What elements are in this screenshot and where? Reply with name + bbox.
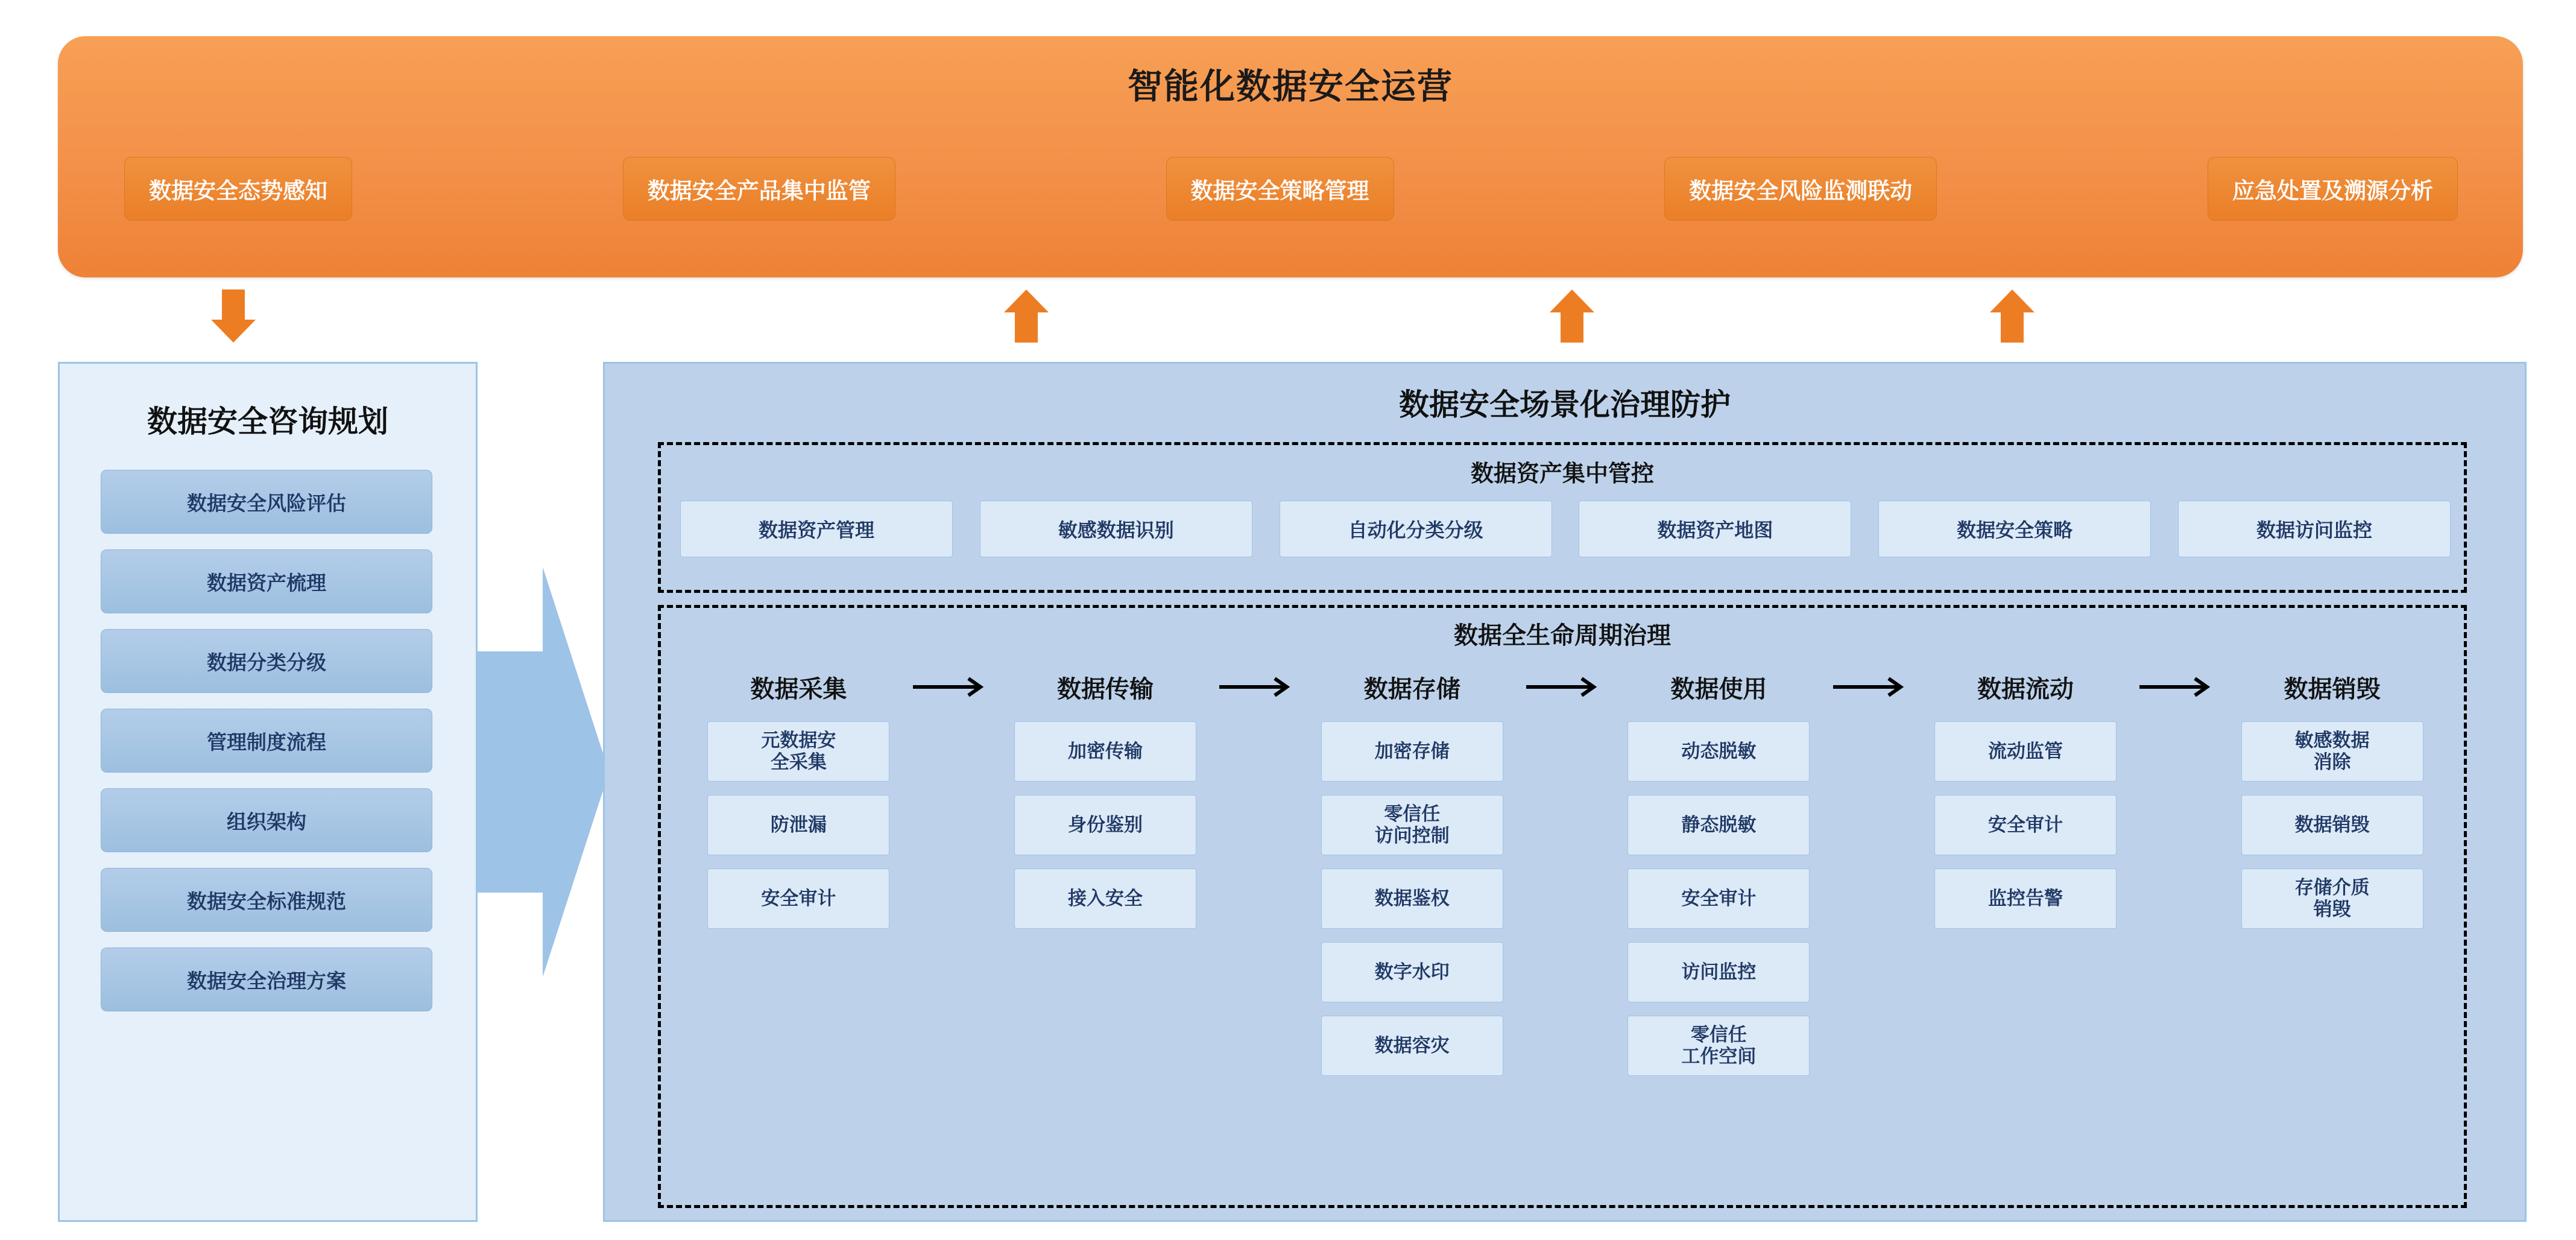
right-arrow-icon-2 xyxy=(1526,666,1605,708)
right-arrow-icon-3 xyxy=(1833,666,1912,708)
big-right-arrow-icon xyxy=(476,543,609,1001)
lifecycle-cell-3-4[interactable]: 零信任 工作空间 xyxy=(1627,1016,1810,1076)
up-arrow-icon-1 xyxy=(1004,289,1049,343)
lifecycle-stage-label-5: 数据销毁 xyxy=(2284,675,2381,703)
lifecycle-stage-label-3: 数据使用 xyxy=(1670,675,1767,703)
lifecycle-cell-5-2[interactable]: 存储介质 销毁 xyxy=(2241,868,2423,929)
lifecycle-cell-4-0[interactable]: 流动监管 xyxy=(1934,721,2117,782)
operations-button-row xyxy=(124,157,2458,221)
panel-title: 智能化数据安全运营 xyxy=(1127,67,1453,106)
lifecycle-cell-5-0[interactable]: 敏感数据 消除 xyxy=(2241,721,2423,782)
operation-button-0[interactable]: 数据安全态势感知 xyxy=(124,157,352,221)
lifecycle-cell-0-2[interactable]: 安全审计 xyxy=(707,868,889,929)
consulting-item-3[interactable]: 管理制度流程 xyxy=(101,709,432,773)
up-arrow-icon-2 xyxy=(1550,289,1594,343)
consulting-item-5[interactable]: 数据安全标准规范 xyxy=(101,868,432,932)
right-arrow-icon-1 xyxy=(1219,666,1298,708)
right-panel-title: 数据安全场景化治理防护 xyxy=(1399,388,1731,422)
left-panel-title: 数据安全咨询规划 xyxy=(147,405,388,438)
intelligent-operations-panel xyxy=(58,36,2523,277)
lifecycle-cell-0-0[interactable]: 元数据安 全采集 xyxy=(707,721,889,782)
lifecycle-stage-label-0: 数据采集 xyxy=(750,675,847,703)
lifecycle-cell-3-0[interactable]: 动态脱敏 xyxy=(1627,721,1810,782)
lifecycle-title: 数据全生命周期治理 xyxy=(1454,622,1671,649)
up-arrow-icon-3 xyxy=(1990,289,2035,343)
lifecycle-column-transfer xyxy=(992,666,1219,929)
consulting-item-list xyxy=(101,470,432,1027)
consulting-item-6[interactable]: 数据安全治理方案 xyxy=(101,947,432,1011)
lifecycle-columns xyxy=(685,666,2446,1076)
asset-item-2[interactable]: 自动化分类分级 xyxy=(1280,501,1552,557)
operation-button-3[interactable]: 数据安全风险监测联动 xyxy=(1664,157,1937,221)
lifecycle-cell-4-2[interactable]: 监控告警 xyxy=(1934,868,2117,929)
consulting-planning-panel xyxy=(58,362,478,1222)
operation-button-4[interactable]: 应急处置及溯源分析 xyxy=(2208,157,2458,221)
lifecycle-cell-1-2[interactable]: 接入安全 xyxy=(1014,868,1196,929)
asset-item-4[interactable]: 数据安全策略 xyxy=(1878,501,2151,557)
lifecycle-cell-3-3[interactable]: 访问监控 xyxy=(1627,942,1810,1002)
consulting-item-0[interactable]: 数据安全风险评估 xyxy=(101,470,432,534)
lifecycle-cell-1-0[interactable]: 加密传输 xyxy=(1014,721,1196,782)
lifecycle-cell-2-2[interactable]: 数据鉴权 xyxy=(1321,868,1503,929)
lifecycle-cell-3-1[interactable]: 静态脱敏 xyxy=(1627,795,1810,855)
right-arrow-icon-0 xyxy=(912,666,992,708)
asset-item-3[interactable]: 数据资产地图 xyxy=(1579,501,1851,557)
lifecycle-cell-4-1[interactable]: 安全审计 xyxy=(1934,795,2117,855)
operation-button-2[interactable]: 数据安全策略管理 xyxy=(1166,157,1394,221)
consulting-item-1[interactable]: 数据资产梳理 xyxy=(101,549,432,613)
consulting-item-2[interactable]: 数据分类分级 xyxy=(101,629,432,693)
scenario-governance-panel xyxy=(603,362,2527,1222)
lifecycle-cell-2-0[interactable]: 加密存储 xyxy=(1321,721,1503,782)
asset-control-group xyxy=(658,442,2467,593)
lifecycle-cell-5-1[interactable]: 数据销毁 xyxy=(2241,795,2423,855)
lifecycle-cell-1-1[interactable]: 身份鉴别 xyxy=(1014,795,1196,855)
lifecycle-column-collect xyxy=(685,666,912,929)
operation-button-1[interactable]: 数据安全产品集中监管 xyxy=(623,157,895,221)
lifecycle-column-usage xyxy=(1605,666,1833,1076)
right-arrow-icon-4 xyxy=(2139,666,2218,708)
lifecycle-cell-2-4[interactable]: 数据容灾 xyxy=(1321,1016,1503,1076)
lifecycle-column-destroy xyxy=(2218,666,2446,929)
consulting-item-4[interactable]: 组织架构 xyxy=(101,788,432,852)
lifecycle-cell-2-1[interactable]: 零信任 访问控制 xyxy=(1321,795,1503,855)
lifecycle-cell-0-1[interactable]: 防泄漏 xyxy=(707,795,889,855)
lifecycle-group xyxy=(658,605,2467,1208)
lifecycle-column-storage xyxy=(1298,666,1526,1076)
lifecycle-cell-2-3[interactable]: 数字水印 xyxy=(1321,942,1503,1002)
asset-item-0[interactable]: 数据资产管理 xyxy=(680,501,953,557)
lifecycle-cell-3-2[interactable]: 安全审计 xyxy=(1627,868,1810,929)
down-arrow-icon xyxy=(211,289,256,343)
asset-item-row xyxy=(680,501,2451,557)
asset-item-1[interactable]: 敏感数据识别 xyxy=(980,501,1252,557)
asset-item-5[interactable]: 数据访问监控 xyxy=(2178,501,2451,557)
asset-control-title: 数据资产集中管控 xyxy=(1470,461,1654,487)
lifecycle-stage-label-4: 数据流动 xyxy=(1977,675,2074,703)
lifecycle-stage-label-2: 数据存储 xyxy=(1363,675,1460,703)
lifecycle-stage-label-1: 数据传输 xyxy=(1057,675,1154,703)
lifecycle-column-flow xyxy=(1912,666,2139,929)
